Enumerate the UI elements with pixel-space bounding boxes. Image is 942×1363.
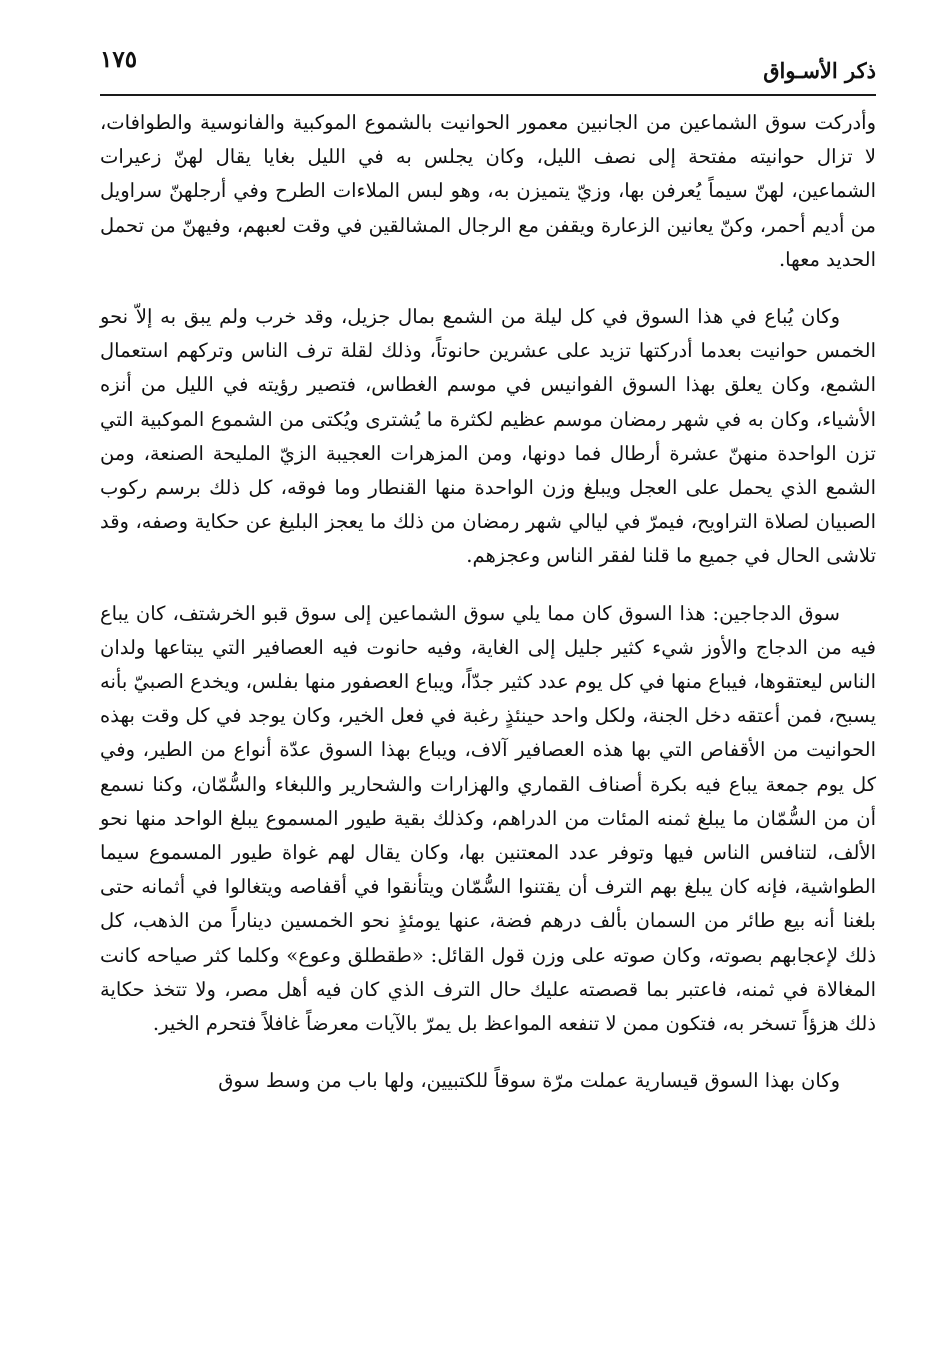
page-header	[100, 44, 876, 96]
page-number: ١٧٥	[100, 46, 138, 73]
running-title: ذكر الأسـواق	[763, 58, 876, 83]
paragraph-2: وكان يُباع في هذا السوق في كل ليلة من الشمع بمال جزيل، وقد خرب ولم يبق به إلاّ نحو الخمس حوانيت بعدما أدركتها تزيد على عشرين حانوتاً، وذلك لقلة ترف الناس وتركهم استعمال الشمع، وكان يعلق بهذا السوق الفوانيس في موسم الغطاس، فتصير رؤيته في الليل من أنزه الأشياء، وكان به في شهر رمضان موسم عظيم لكثرة ما يُشترى ويُكتى من الشموع الموكبية التي تزن الواحدة منهنّ عشرة أرطال فما دونها، ومن المزهرات العجيبة الزيّ المليحة الصنعة، ومن الشمع الذي يحمل على العجل ويبلغ وزن الواحدة منها القنطار وما فوقه، كل ذلك برسم ركوب الصبيان لصلاة التراويح، فيمرّ في ليالي شهر رمضان من ذلك ما يعجز البليغ عن حكاية وصفه، وقد تلاشى الحال في جميع ما قلنا لفقر الناس وعجزهم.	[100, 305, 876, 568]
paragraph-4: وكان بهذا السوق قيسارية عملت مرّة سوقاً للكتبيين، ولها باب من وسط سوق	[218, 1069, 840, 1093]
body-text	[100, 106, 876, 1098]
paragraph-1: وأدركت سوق الشماعين من الجانبين معمور الحوانيت بالشموع الموكبية والفانوسية والطوافات، لا تزال حوانيته مفتحة إلى نصف الليل، وكان يجلس به في الليل بغايا يقال لهنّ زعيرات الشماعين، لهنّ سيماً يُعرفن بها، وزيّ يتميزن به، وهو لبس الملاءات الطرح وفي أرجلهنّ سراويل من أديم أحمر، وكنّ يعانين الزعارة ويقفن مع الرجال المشالقين في وقت لعبهم، وفيهنّ من تحمل الحديد معها.	[100, 111, 876, 271]
paragraph-3: سوق الدجاجين: هذا السوق كان مما يلي سوق الشماعين إلى سوق قبو الخرشتف، كان يباع فيه من الدجاج والأوز شيء كثير جليل إلى الغاية، وفيه حانوت فيه العصافير التي يبتاعها ولدان الناس ليعتقوها، فيباع منها في كل يوم عدد كثير جدّاً، ويباع العصفور منها بفلس، ويخدع الصبيّ بأنه يسبح، فمن أعتقه دخل الجنة، ولكل واحد حينئذٍ رغبة في فعل الخير، وكان يوجد في كل وقت بهذه الحوانيت من الأقفاص التي بها هذه العصافير آلاف، ويباع بهذا السوق عدّة أنواع من الطير، وفي كل يوم جمعة يباع فيه بكرة أصناف القماري والهزارات والشحارير واللبغاء والسُّمّان، وكنا نسمع أن من السُّمّان ما يبلغ ثمنه المئات من الدراهم، وكذلك بقية طيور المسموع يبلغ الواحد منها نحو الألف، لتنافس الناس فيها وتوفر عدد المعتنين بها، وكان يقال لهم غواة طيور المسموع سيما الطواشية، فإنه كان يبلغ بهم الترف أن يقتنوا السُّمّان ويتأنقوا في أقفاصه ويتغالوا في أثمانه حتى بلغنا أنه بيع طائر من السمان بألف درهم فضة، عنها يومئذٍ نحو الخمسين ديناراً من الذهب، كل ذلك لإعجابهم بصوته، وكان صوته على وزن قول القائل: «طقطلق وعوع» وكلما كثر صياحه كانت المغالاة في ثمنه، فاعتبر بما قصصته عليك حال الترف الذي كان فيه أهل مصر، ولا تتخذ حكاية ذلك هزؤاً تسخر به، فتكون ممن لا تنفعه المواعظ بل يمرّ بالآيات معرضاً غافلاً فتحرم الخير.	[100, 601, 876, 1036]
